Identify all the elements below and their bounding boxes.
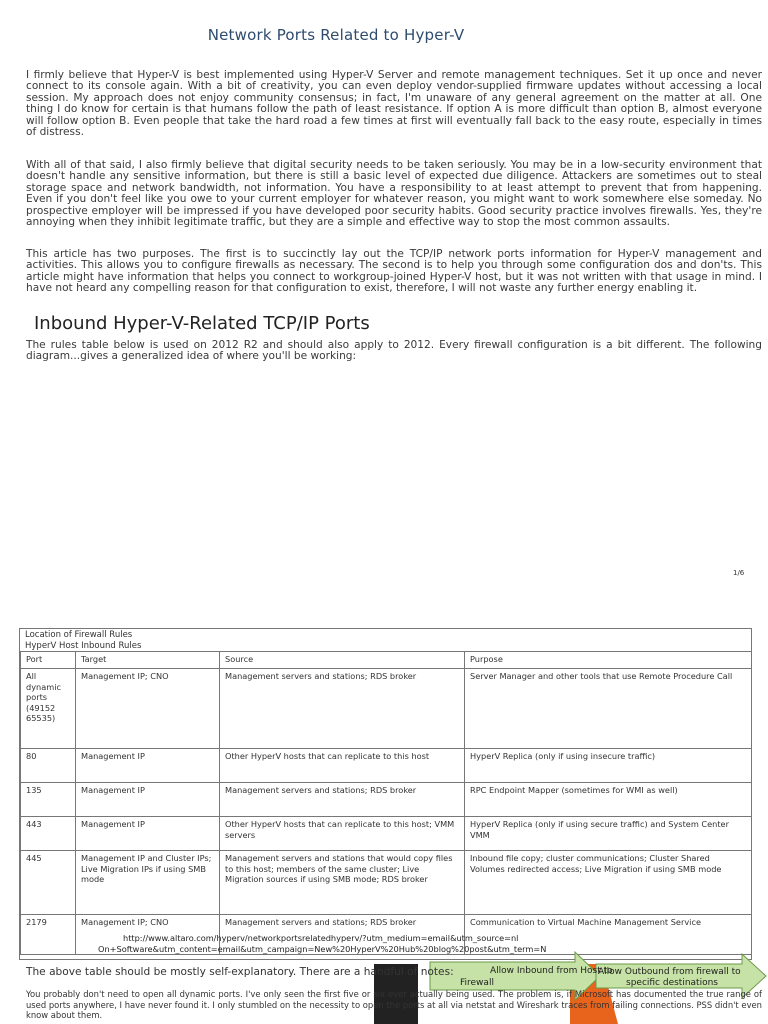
cell-source: Management servers and stations that would copy files to this host; members of the same cluster; Live Migration sources if using SMB mode; RDS broker — [220, 851, 465, 915]
cell-target: Management IP; CNO — [76, 915, 220, 955]
cell-purpose: HyperV Replica (only if using secure traffic) and System Center VMM — [465, 817, 752, 851]
header-source: Source — [220, 652, 465, 669]
cell-purpose: Inbound file copy; cluster communications; Cluster Shared Volumes redirected access; Live Migration if using SMB mode — [465, 851, 752, 915]
cell-port: 135 — [21, 783, 76, 817]
cell-target: Management IP — [76, 749, 220, 783]
cell-purpose: HyperV Replica (only if using insecure traffic) — [465, 749, 752, 783]
cell-target: Management IP — [76, 817, 220, 851]
firewall-rules-table-region — [19, 628, 752, 960]
url-line-2: On+Software&utm_content=email&utm_campaign=New%20HyperV%20Hub%20blog%20post&utm_term=N — [98, 944, 547, 954]
cell-port: 443 — [21, 817, 76, 851]
table-row — [21, 783, 752, 817]
notes-intro: The above table should be mostly self-explanatory. There are a handful of notes: — [26, 966, 454, 978]
notes-paragraph: You probably don't need to open all dynamic ports. I've only seen the first five or six ever actually being used. The problem is, if Microsoft has documented the true range of used ports anywhere, I have never found it. I only stumbled on the necessity to open the ports at all via netstat and Wireshark traces from failing connections. PSS didn't even know about them. — [26, 989, 762, 1021]
cell-source: Other HyperV hosts that can replicate to this host; VMM servers — [220, 817, 465, 851]
firewall-rules-table — [20, 651, 752, 955]
paragraph-3: This article has two purposes. The first is to succinctly lay out the TCP/IP network ports information for Hyper-V management and activities. This allows you to configure firewalls as necessary. The second is to help you through some configuration dos and don'ts. This article might have information that helps you connect to workgroup-joined Hyper-V host, but it was not written with that usage in mind. I have not heard any compelling reason for that configuration to exist, therefore, I will not waste any further energy enabling it. — [26, 248, 762, 295]
diagram-label-inbound-1: Allow Inbound from Host to — [490, 966, 613, 976]
cell-source: Management servers and stations; RDS broker — [220, 783, 465, 817]
page-title: Network Ports Related to Hyper-V — [207, 26, 465, 44]
cell-purpose: Server Manager and other tools that use Remote Procedure Call — [465, 669, 752, 749]
cell-target: Management IP and Cluster IPs; Live Migration IPs if using SMB mode — [76, 851, 220, 915]
table-subtitle: HyperV Host Inbound Rules — [25, 641, 142, 651]
paragraph-2: With all of that said, I also firmly believe that digital security needs to be taken seriously. You may be in a low-security environment that doesn't handle any sensitive information, but there is still a basic level of expected due diligence. Attackers are sometimes out to steal storage space and network bandwidth, not information. You have a responsibility to at least attempt to prevent that from happening. Even if you don't feel like you owe to your current employer for whatever reason, you might want to work somewhere else someday. No prospective employer will be impressed if you have developed poor security habits. Good security practice involves firewalls. Yes, they're annoying when they inhibit legitimate traffic, but they are a simple and effective way to stop the most common assaults. — [26, 159, 762, 229]
cell-port: All dynamic ports (49152 65535) — [21, 669, 76, 749]
header-port: Port — [21, 652, 76, 669]
cell-port: 2179 — [21, 915, 76, 955]
table-row — [21, 749, 752, 783]
cell-port: 80 — [21, 749, 76, 783]
cell-port: 445 — [21, 851, 76, 915]
diagram-label-outbound-2: specific destinations — [626, 978, 718, 988]
cell-source: Management servers and stations; RDS broker — [220, 669, 465, 749]
table-row — [21, 851, 752, 915]
diagram-label-outbound-1: Allow Outbound from firewall to — [598, 967, 741, 977]
table-header-row — [21, 652, 752, 669]
page-number: 1/6 — [733, 569, 745, 577]
table-location-label: Location of Firewall Rules — [25, 630, 133, 640]
paragraph-1: I firmly believe that Hyper-V is best implemented using Hyper-V Server and remote management techniques. Set it up once and never connect to its console again. With a bit of creativity, you can even deploy vendor-supplied firmware updates without accessing a local session. My approach does not enjoy community consensus; in fact, I'm unaware of any general agreement on the matter at all. One thing I do know for certain is that humans follow the path of least resistance. If option A is more difficult than option B, almost everyone will follow option B. Even people that take the hard road a few times at first will eventually fall back to the easy route, especially in times of distress. — [26, 69, 762, 139]
diagram-label-inbound-2: Firewall — [460, 978, 494, 988]
section-heading: Inbound Hyper-V-Related TCP/IP Ports — [34, 313, 370, 334]
cell-target: Management IP — [76, 783, 220, 817]
table-row — [21, 669, 752, 749]
header-target: Target — [76, 652, 220, 669]
table-row — [21, 817, 752, 851]
cell-purpose: Communication to Virtual Machine Management Service — [465, 915, 752, 955]
cell-target: Management IP; CNO — [76, 669, 220, 749]
header-purpose: Purpose — [465, 652, 752, 669]
cell-source: Other HyperV hosts that can replicate to this host — [220, 749, 465, 783]
url-line-1: http://www.altaro.com/hyperv/networkportsrelatedhyperv/?utm_medium=email&utm_source=nl — [123, 933, 519, 943]
cell-source: Management servers and stations; RDS broker — [220, 915, 465, 955]
cell-purpose: RPC Endpoint Mapper (sometimes for WMI as well) — [465, 783, 752, 817]
section-intro: The rules table below is used on 2012 R2 and should also apply to 2012. Every firewall configuration is a bit different. The following diagram...gives a generalized idea of where you'll be working: — [26, 339, 762, 363]
